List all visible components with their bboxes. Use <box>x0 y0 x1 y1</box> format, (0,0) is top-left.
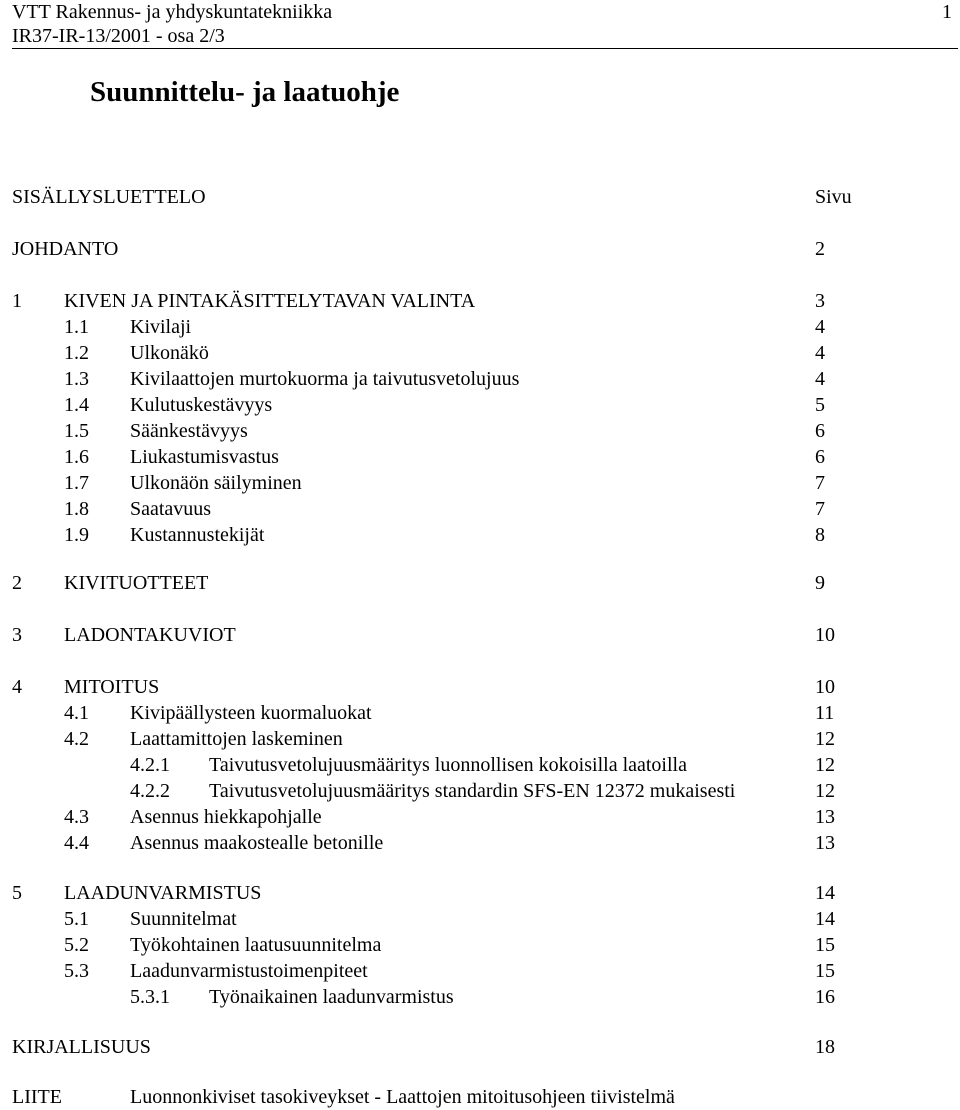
toc-entry-number: 4.3 <box>64 806 89 828</box>
toc-entry-text: Saatavuus <box>130 498 212 520</box>
toc-entry-page: 13 <box>815 832 835 854</box>
toc-entry-number: 5.2 <box>64 934 89 956</box>
toc-entry <box>0 470 960 496</box>
toc-entry-page: 14 <box>815 882 835 904</box>
toc-entry-page: 12 <box>815 754 835 776</box>
appendix-row <box>0 1084 960 1110</box>
toc-entry-number: 4 <box>12 676 22 698</box>
toc-entry-text: Asennus maakostealle betonille <box>130 832 384 854</box>
appendix-text: Luonnonkiviset tasokiveykset - Laattojen mitoitusohjeen tiivistelmä <box>130 1086 675 1108</box>
toc-entry-text: Taivutusvetolujuusmääritys luonnollisen kokoisilla laatoilla <box>209 754 687 776</box>
toc-entry-number: 1.5 <box>64 420 89 442</box>
toc-entry-page: 4 <box>815 316 825 338</box>
toc-entry-text: Säänkestävyys <box>130 420 248 442</box>
toc-entry-text: Työkohtainen laatusuunnitelma <box>130 934 382 956</box>
header-page-number: 1 <box>942 1 952 23</box>
toc-entry <box>0 752 960 778</box>
toc-entry-page: 18 <box>815 1036 835 1058</box>
toc-entry <box>0 288 960 314</box>
toc-entry-text: KIRJALLISUUS <box>12 1036 151 1058</box>
toc-entry <box>0 622 960 648</box>
toc-entry-page: 6 <box>815 446 825 468</box>
toc-entry <box>0 522 960 548</box>
toc-entry-number: 1.8 <box>64 498 89 520</box>
toc-entry-number: 5.3.1 <box>130 986 170 1008</box>
toc-entry <box>0 418 960 444</box>
toc-entry-text: Kivilaattojen murtokuorma ja taivutusvetolujuus <box>130 368 520 390</box>
toc-entry <box>0 674 960 700</box>
toc-entry-page: 12 <box>815 728 835 750</box>
toc-entry <box>0 958 960 984</box>
toc-entry-text: LADONTAKUVIOT <box>64 624 236 646</box>
toc-entry <box>0 700 960 726</box>
toc-entry-page: 15 <box>815 934 835 956</box>
toc-entry-text: KIVEN JA PINTAKÄSITTELYTAVAN VALINTA <box>64 290 476 312</box>
toc-entry <box>0 778 960 804</box>
toc-entry-text: Ulkonäkö <box>130 342 209 364</box>
toc-entry <box>0 392 960 418</box>
toc-entry <box>0 496 960 522</box>
toc-entry-number: 4.2.2 <box>130 780 170 802</box>
toc-entry-page: 10 <box>815 624 835 646</box>
page-header <box>12 0 958 49</box>
toc-entry <box>0 444 960 470</box>
toc-entry-page: 3 <box>815 290 825 312</box>
toc-entry-number: 2 <box>12 572 22 594</box>
toc-entry-page: 4 <box>815 368 825 390</box>
toc-entry-text: Kivilaji <box>130 316 192 338</box>
toc-entry-text: Asennus hiekkapohjalle <box>130 806 322 828</box>
toc-entry-number: 5.1 <box>64 908 89 930</box>
toc-entry-text: Suunnitelmat <box>130 908 237 930</box>
toc-entry-page: 15 <box>815 960 835 982</box>
toc-entry-number: 1.3 <box>64 368 89 390</box>
header-organization: VTT Rakennus- ja yhdyskuntatekniikka <box>12 1 333 23</box>
toc-entry-text: Laadunvarmistustoimenpiteet <box>130 960 368 982</box>
toc-entry <box>0 830 960 856</box>
toc-entry-page: 13 <box>815 806 835 828</box>
toc-entry <box>0 340 960 366</box>
toc-entry-page: 11 <box>815 702 835 724</box>
appendix-label: LIITE <box>12 1086 62 1108</box>
toc-entry-text: Kulutuskestävyys <box>130 394 273 416</box>
toc-entry-number: 3 <box>12 624 22 646</box>
toc-entry-page: 10 <box>815 676 835 698</box>
toc-entry-number: 4.4 <box>64 832 89 854</box>
toc-entry-number: 4.2 <box>64 728 89 750</box>
toc-entry-number: 1.2 <box>64 342 89 364</box>
toc-entry-text: LAADUNVARMISTUS <box>64 882 262 904</box>
toc-entry-page: 7 <box>815 472 825 494</box>
toc-entry-text: KIVITUOTTEET <box>64 572 209 594</box>
toc-entry-page: 14 <box>815 908 835 930</box>
toc-entry-page: 2 <box>815 238 825 260</box>
toc-entry <box>0 366 960 392</box>
toc-entry-page: 6 <box>815 420 825 442</box>
toc-entry-text: Kustannustekijät <box>130 524 265 546</box>
toc-entry <box>0 804 960 830</box>
toc-entry <box>0 570 960 596</box>
toc-entry <box>0 984 960 1010</box>
toc-heading: SISÄLLYSLUETTELO <box>12 186 206 208</box>
toc-entry-number: 5 <box>12 882 22 904</box>
toc-entry-page: 12 <box>815 780 835 802</box>
toc-entry-text: Laattamittojen laskeminen <box>130 728 343 750</box>
page-column-label: Sivu <box>815 186 852 208</box>
toc-entry-page: 7 <box>815 498 825 520</box>
toc-entry-page: 16 <box>815 986 835 1008</box>
toc-entry-number: 1 <box>12 290 22 312</box>
toc-entry-number: 4.1 <box>64 702 89 724</box>
toc-entry <box>0 314 960 340</box>
toc-entry <box>0 906 960 932</box>
toc-entry <box>0 880 960 906</box>
toc-entry-text: Taivutusvetolujuusmääritys standardin SFS-EN 12372 mukaisesti <box>209 780 736 802</box>
toc-entry-page: 8 <box>815 524 825 546</box>
toc-heading-row <box>0 184 960 210</box>
toc-entry <box>0 726 960 752</box>
toc-entry-number: 1.1 <box>64 316 89 338</box>
toc-entry-text: MITOITUS <box>64 676 160 698</box>
toc-entry-number: 1.7 <box>64 472 89 494</box>
document-title: Suunnittelu- ja laatuohje <box>90 76 400 108</box>
toc-entry-text: JOHDANTO <box>12 238 119 260</box>
toc-entry-text: Työnaikainen laadunvarmistus <box>209 986 454 1008</box>
toc-entry <box>0 1034 960 1060</box>
toc-entry <box>0 236 960 262</box>
toc-entry <box>0 932 960 958</box>
toc-entry-page: 5 <box>815 394 825 416</box>
toc-entry-text: Ulkonäön säilyminen <box>130 472 302 494</box>
toc-entry-page: 9 <box>815 572 825 594</box>
toc-entry-number: 1.9 <box>64 524 89 546</box>
toc-entry-number: 1.6 <box>64 446 89 468</box>
header-reference: IR37-IR-13/2001 - osa 2/3 <box>12 25 225 47</box>
toc-entry-text: Kivipäällysteen kuormaluokat <box>130 702 372 724</box>
toc-entry-page: 4 <box>815 342 825 364</box>
toc-entry-number: 5.3 <box>64 960 89 982</box>
toc-entry-text: Liukastumisvastus <box>130 446 279 468</box>
toc-entry-number: 4.2.1 <box>130 754 170 776</box>
toc-entry-number: 1.4 <box>64 394 89 416</box>
